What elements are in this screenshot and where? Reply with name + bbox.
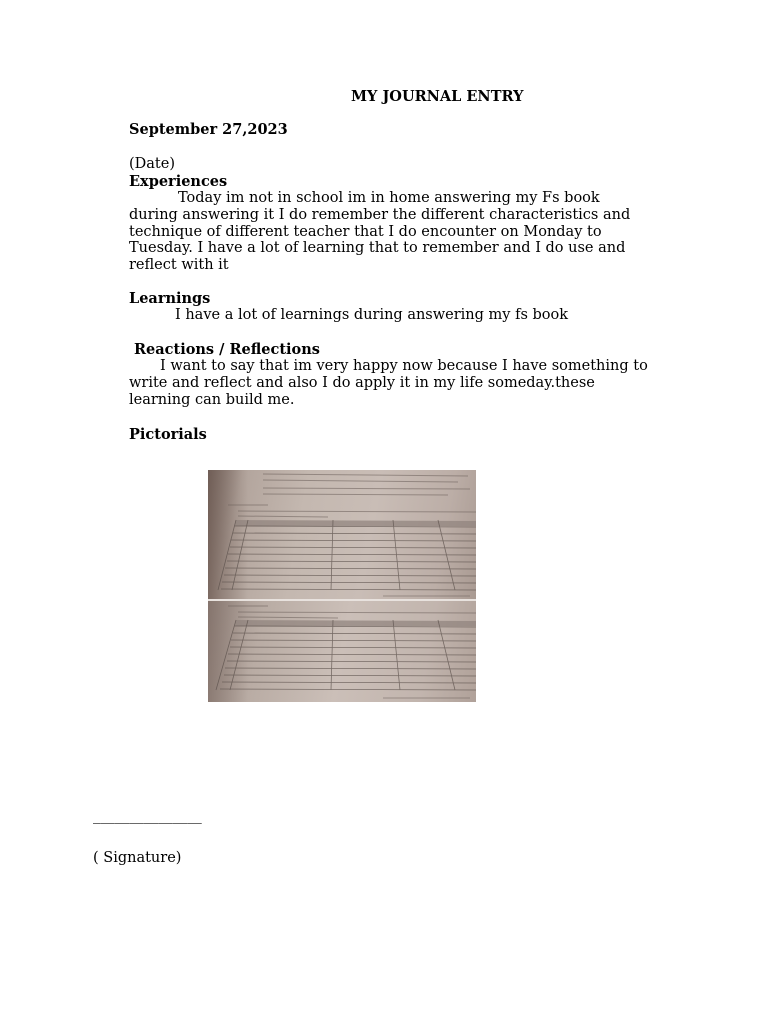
learnings-text: I have a lot of learnings during answering my fs book: [175, 307, 569, 323]
document-title: MY JOURNAL ENTRY: [351, 88, 524, 105]
date-label: (Date): [129, 156, 175, 172]
learnings-heading: Learnings: [129, 290, 211, 307]
photo-page-top: [208, 470, 476, 600]
signature-label: ( Signature): [93, 850, 182, 866]
experiences-text: Today im not in school im in home answering my Fs book during answering it I do remember the different characteristics and technique of different teacher that I do encounter on Monday to Tuesday. I have a lot of learning that to remember and I do use and reflect with it: [129, 190, 631, 274]
photo-page-bottom: [208, 601, 476, 702]
signature-line: _______________: [93, 808, 202, 824]
entry-date: September 27,2023: [129, 121, 288, 138]
pictorials-heading: Pictorials: [129, 426, 207, 443]
reflections-text: I want to say that im very happy now because I have something to write and reflect and also I do apply it in my life someday.these learning can build me.: [129, 358, 648, 408]
pictorial-photo: [208, 470, 476, 702]
experiences-heading: Experiences: [129, 173, 228, 190]
reflections-heading: Reactions / Reflections: [134, 341, 320, 358]
